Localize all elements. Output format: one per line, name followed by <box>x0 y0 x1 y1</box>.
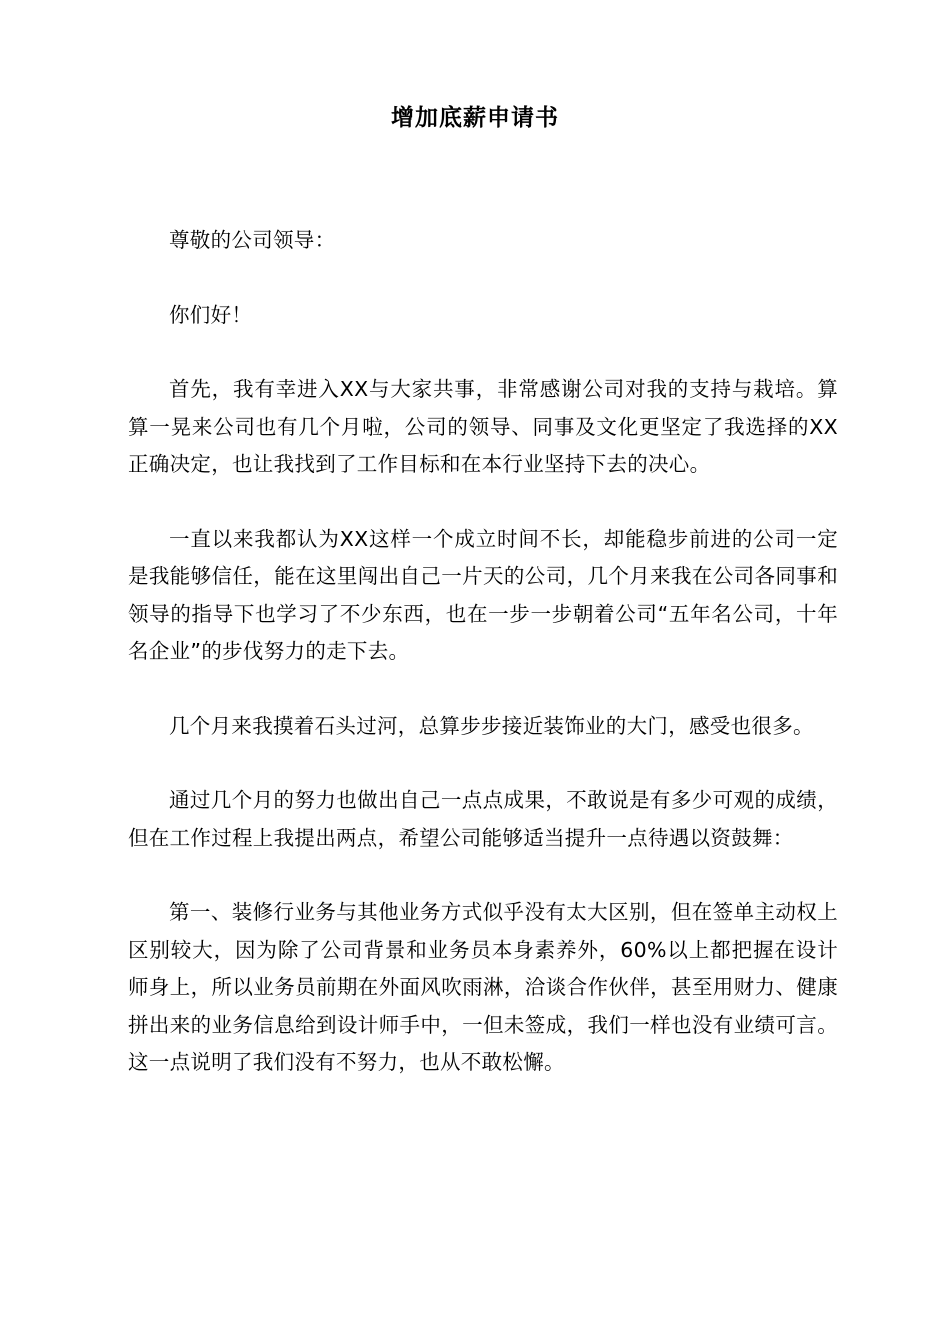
paragraph-request: 通过几个月的努力也做出自己一点点成果，不敢说是有多少可观的成绩，但在工作过程上我提出两点，希望公司能够适当提升一点待遇以资鼓舞： <box>128 788 838 850</box>
paragraph-trust: 一直以来我都认为XX这样一个成立时间不长，却能稳步前进的公司一定是我能够信任，能在这里闯出自己一片天的公司，几个月来我在公司各同事和领导的指导下也学习了不少东西，也在一步一步朝着公司“五年名公司，十年名企业”的步伐努力的走下去。 <box>128 526 838 663</box>
salutation: 尊敬的公司领导： <box>169 228 336 252</box>
paragraph-experience: 几个月来我摸着石头过河，总算步步接近装饰业的大门，感受也很多。 <box>169 713 814 738</box>
greeting: 你们好！ <box>169 302 253 327</box>
paragraph-intro: 首先，我有幸进入XX与大家共事，非常感谢公司对我的支持与栽培。算算一晃来公司也有几个月啦，公司的领导、同事及文化更坚定了我选择的XX正确决定，也让我找到了工作目标和在本行业坚持下去的决心。 <box>128 377 838 476</box>
document-body <box>128 222 838 1082</box>
document-title: 增加底薪申请书 <box>391 105 559 131</box>
paragraph-point-one: 第一、装修行业务与其他业务方式似乎没有太大区别，但在签单主动权上区别较大，因为除了公司背景和业务员本身素养外，60%以上都把握在设计师身上，所以业务员前期在外面风吹雨淋，洽谈合作伙伴，甚至用财力、健康拼出来的业务信息给到设计师手中，一但未签成，我们一样也没有业绩可言。这一点说明了我们没有不努力，也从不敢松懈。 <box>128 900 838 1074</box>
